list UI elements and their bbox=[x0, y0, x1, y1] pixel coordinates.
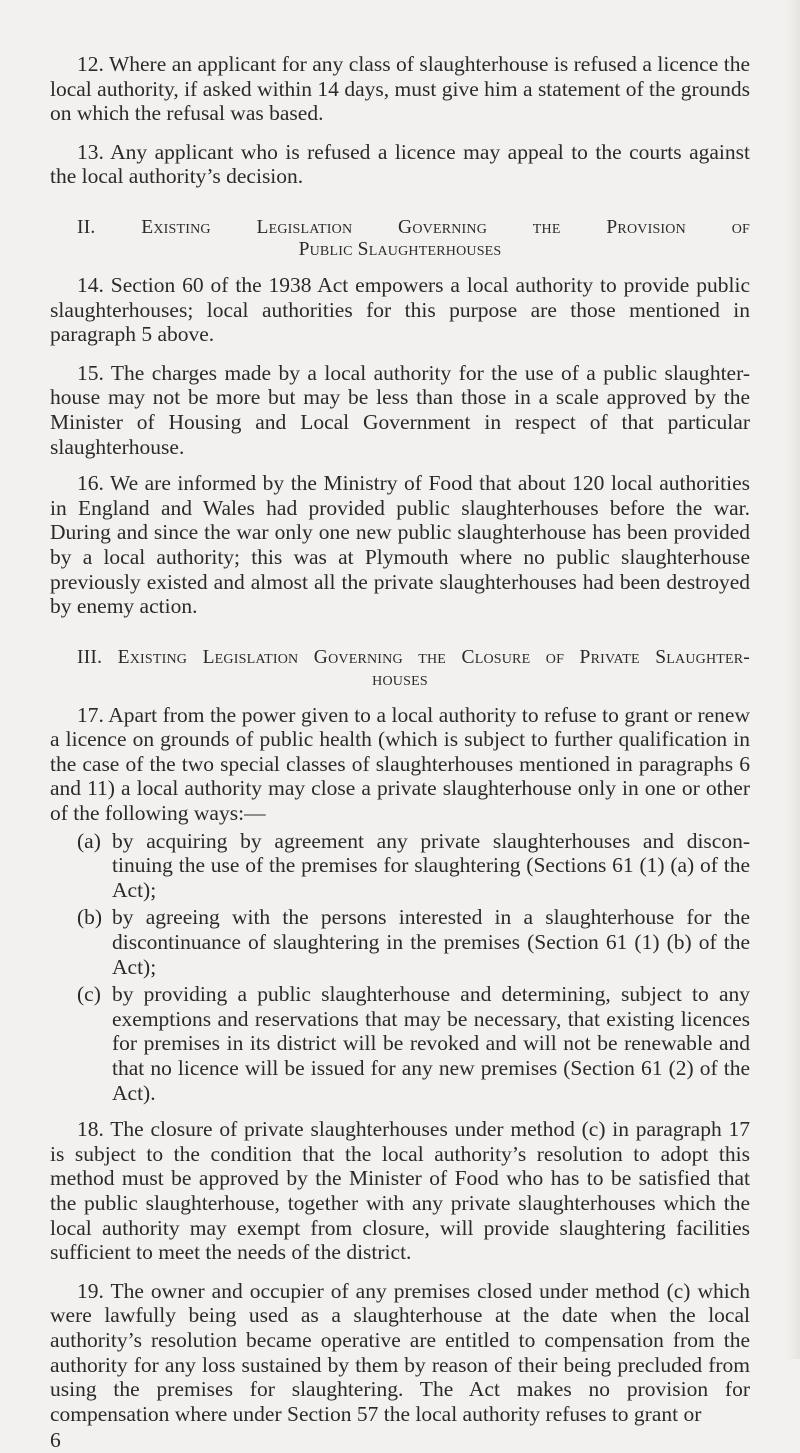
section-heading-iii-line2: houses bbox=[372, 668, 428, 690]
list-item-label: (a) bbox=[77, 828, 101, 853]
list-item-text: by agreeing with the persons interested in a slaughterhouse for the discontinuance of slaughtering in the premises (Section 61 (1) (b) of the Act); bbox=[112, 905, 750, 979]
section-heading-ii bbox=[50, 217, 750, 261]
section-heading-iii-line1: III. Existing Legislation Governing the Closure of Private Slaughter- bbox=[77, 646, 750, 668]
list-item-label: (b) bbox=[77, 905, 103, 930]
paragraph-12: 12. Where an applicant for any class of slaughterhouse is refused a licence the local authority, if asked within 14 days, must give him a statement of the grounds on which the refusal was based. bbox=[50, 52, 750, 126]
paragraph-19: 19. The owner and occupier of any premises closed under method (c) which were lawfully being used as a slaughterhouse at the date when the local authority’s resolution became operative are entitled to compensation from the authority for any loss sustained by them by reason of their being precluded from using the premises for slaughtering. The Act makes no provision for compensation where under Section 57 the local authority refuses to grant or bbox=[50, 1278, 750, 1426]
paragraph-15: 15. The charges made by a local authority for the use of a public slaughter-house may not be more but may be less than those in a scale approved by the Minister of Housing and Local Government in respect of that particular slaughterhouse. bbox=[50, 360, 750, 459]
section-heading-iii bbox=[50, 647, 750, 691]
list-item bbox=[50, 905, 750, 979]
section-heading-ii-line2: Public Slaughterhouses bbox=[298, 238, 502, 260]
paragraph-17: 17. Apart from the power given to a local authority to refuse to grant or renew a licence on grounds of public health (which is subject to further qualification in the case of the two special classes of slaughterhouses mentioned in paragraphs 6 and 11) a local authority may close a private slaughterhouse only in one or other of the following ways:— bbox=[50, 702, 750, 826]
list-item-label: (c) bbox=[77, 982, 101, 1007]
paragraph-13: 13. Any applicant who is refused a licence may appeal to the courts against the local authority’s decision. bbox=[50, 139, 750, 189]
document-page bbox=[50, 52, 750, 1453]
paragraph-16: 16. We are informed by the Ministry of Food that about 120 local authorities in England and Wales had provided public slaughterhouses before the war. During and since the war only one new public slaughterhouse has been provided by a local authority; this was at Plymouth where no public slaughterhouse previously existed and almost all the private slaughterhouses had been destroyed by enemy action. bbox=[50, 471, 750, 619]
list-item-text: by providing a public slaughterhouse and determining, subject to any exemptions and reservations that may be necessary, that existing licences for premises in its district will be revoked and will not be renewable and that no licence will be issued for any new premises (Section 61 (2) of the Act). bbox=[112, 982, 750, 1105]
paragraph-18: 18. The closure of private slaughterhouses under method (c) in paragraph 17 is subject to the condition that the local authority’s resolution to adopt this method must be approved by the Minister of Food who has to be satisfied that the public slaughterhouse, together with any private slaughterhouses which the local authority may exempt from closure, will provide slaughtering facilities sufficient to meet the needs of the district. bbox=[50, 1117, 750, 1265]
page-number: 6 bbox=[50, 1428, 61, 1453]
section-heading-ii-line1: II. Existing Legislation Governing the Provision of bbox=[77, 216, 750, 238]
paragraph-14: 14. Section 60 of the 1938 Act empowers a local authority to provide public slaughterhouses; local authorities for this purpose are those mentioned in paragraph 5 above. bbox=[50, 272, 750, 347]
list-item bbox=[50, 829, 750, 903]
list-item-text: by acquiring by agreement any private slaughterhouses and discon-tinuing the use of the premises for slaughtering (Sections 61 (1) (a) of the Act); bbox=[112, 828, 750, 902]
list-item bbox=[50, 982, 750, 1105]
scan-edge-shadow bbox=[786, 0, 800, 1359]
